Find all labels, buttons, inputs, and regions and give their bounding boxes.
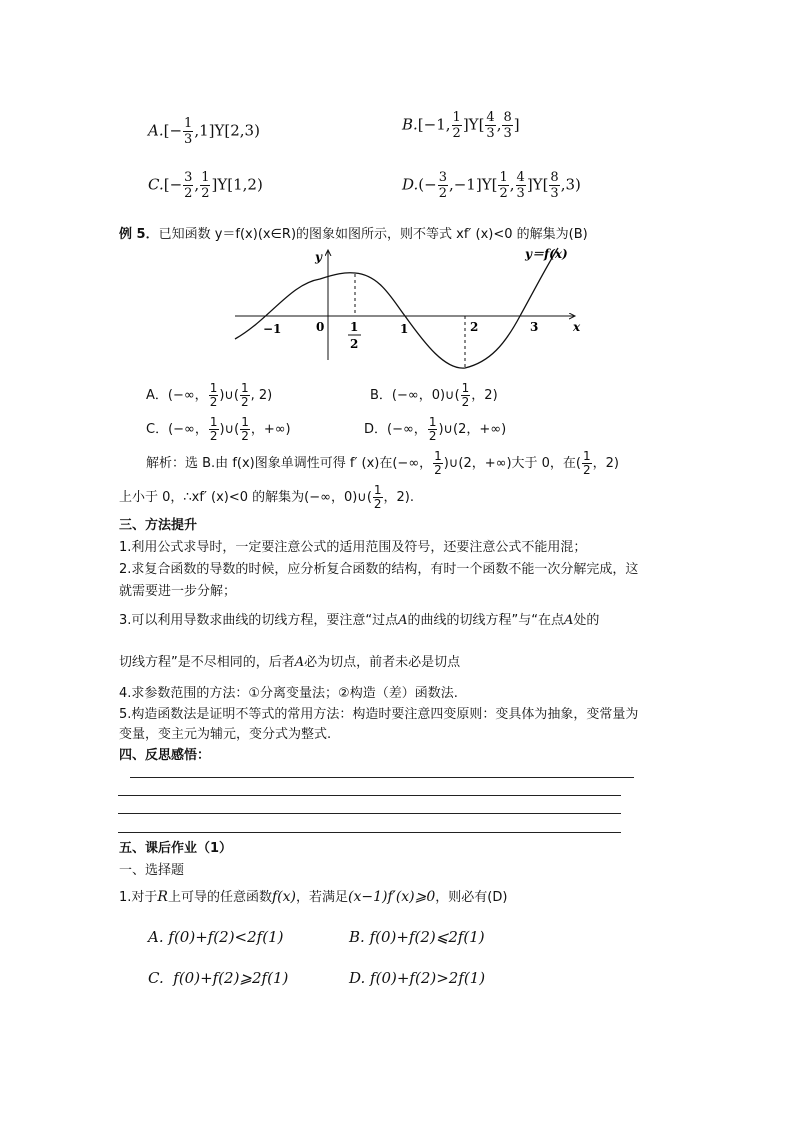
section5-subtitle: 一、选择题 [119,863,185,878]
q1-option-d: D. f(0)+f(2)>2f(1) [349,969,486,987]
answer-line-4 [118,832,621,833]
option-a: A.[− $\frac{1}{3}$ ,1]Y[2,3) [148,116,260,147]
tick-label-minus-1: −1 [263,322,282,336]
method-item-3: 3.可以利用导数求曲线的切线方程，要注意“过点A的曲线的切线方程”与“在点A处的 [119,613,600,628]
method-item-5: 5.构造函数法是证明不等式的常用方法：构造时要注意四变原则：变具体为抽象，变常量为 [119,707,639,722]
curve-label: y＝f(x) [525,247,568,261]
y-axis-label: y [315,250,322,264]
tick-label-0: 0 [316,320,325,334]
tick-label-2: 2 [470,320,479,334]
answer-line-1 [130,777,634,778]
choice-c: C．(−∞， $\frac{1}{2}$ )∪( $\frac{1}{2}$ ，+∞) [146,415,291,443]
function-graph [230,244,590,374]
answer-line-3 [118,813,621,814]
method-item-2: 2.求复合函数的导数的时候，应分析复合函数的结构，有时一个函数不能一次分解完成，这 [119,562,639,577]
function-curve [235,248,558,368]
tick-label-half-num: 1 [350,320,359,334]
q1-option-a: A. f(0)+f(2)<2f(1) [148,928,284,946]
question-1: 1.对于R上可导的任意函数f(x)，若满足(x−1)f′(x)⩾0，则必有(D) [119,889,508,905]
choice-d: D．(−∞， $\frac{1}{2}$ )∪(2，+∞) [364,415,507,443]
choice-b: B．(−∞，0)∪( $\frac{1}{2}$ ，2) [370,381,498,409]
tick-label-half-den: 2 [350,337,359,351]
tick-label-3: 3 [530,320,539,334]
solution-line-2: 上小于 0，∴xf′ (x)<0 的解集为(−∞，0)∪( $\frac{1}{2}$ ，2). [119,483,415,511]
solution-line-1: 解析：选 B.由 f(x)图象单调性可得 f′ (x)在(−∞， $\frac{1}{2}$ )∪(2，+∞)大于 0，在( $\frac{1}{2}$ ，2) [146,449,619,477]
q1-option-b: B. f(0)+f(2)⩽2f(1) [349,928,485,946]
x-axis-label: x [573,320,581,334]
answer-line-2 [118,795,621,796]
tick-label-1: 1 [400,322,409,336]
method-item-2-cont: 就需要进一步分解； [119,584,237,599]
option-c: C.[− $\frac{3}{2}$ , $\frac{1}{2}$ ]Y[1,2) [148,170,263,201]
choice-a: A．(−∞， $\frac{1}{2}$ )∪( $\frac{1}{2}$ , 2) [146,381,273,409]
section4-title: 四、反思感悟： [119,748,211,763]
q1-option-c: C. f(0)+f(2)⩾2f(1) [148,969,289,987]
section5-title: 五、课后作业（1） [119,841,233,856]
option-d: D.(− $\frac{3}{2}$ ,−1]Y[ $\frac{1}{2}$ , $\frac{4}{3}$ ]Y[ $\frac{8}{3}$ ,3) [402,170,581,201]
example5-stem: 例 5．已知函数 y＝f(x)(x∈R)的图象如图所示，则不等式 xf′ (x)<0 的解集为(B) [119,227,588,242]
method-item-1: 1.利用公式求导时，一定要注意公式的适用范围及符号，还要注意公式不能用混； [119,540,587,555]
section3-title: 三、方法提升 [119,518,198,533]
method-item-4: 4.求参数范围的方法：①分离变量法；②构造（差）函数法. [119,686,458,701]
option-b: B.[−1, $\frac{1}{2}$ ]Y[ $\frac{4}{3}$ , $\frac{8}{3}$ ] [402,110,520,141]
method-item-5-cont: 变量，变主元为辅元，变分式为整式. [119,727,332,742]
method-item-3-cont: 切线方程”是不尽相同的，后者A必为切点，前者未必是切点 [119,655,461,670]
